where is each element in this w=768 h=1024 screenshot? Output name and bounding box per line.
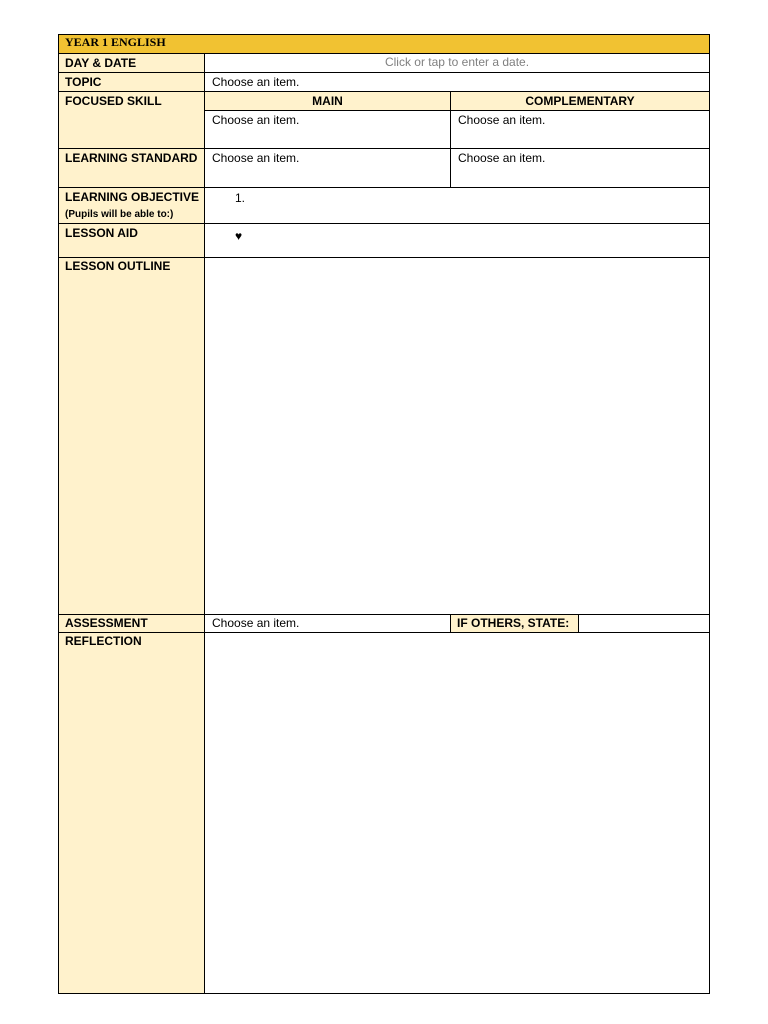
lesson-plan-table [58,34,710,994]
reflection-label: REFLECTION [59,633,205,994]
reflection-field[interactable] [205,633,710,994]
learning-objective-label-cell [59,188,205,224]
if-others-field[interactable] [579,615,710,633]
heart-bullet-icon: ♥ [235,229,243,243]
date-picker-field[interactable]: Click or tap to enter a date. [205,54,710,73]
learning-objective-field[interactable]: 1. [205,188,710,224]
learning-objective-sublabel: (Pupils will be able to:) [65,209,174,220]
lesson-outline-field[interactable] [205,258,710,615]
focused-skill-label: FOCUSED SKILL [59,92,205,149]
page-title: YEAR 1 ENGLISH [59,35,710,54]
if-others-label: IF OTHERS, STATE: [451,615,579,633]
learning-standard-main-dropdown[interactable]: Choose an item. [205,149,451,188]
topic-label: TOPIC [59,73,205,92]
learning-standard-label: LEARNING STANDARD [59,149,205,188]
topic-dropdown[interactable]: Choose an item. [205,73,710,92]
lesson-aid-label: LESSON AID [59,224,205,258]
focused-skill-main-dropdown[interactable]: Choose an item. [205,111,451,149]
day-date-label: DAY & DATE [59,54,205,73]
lesson-plan-sheet [58,34,709,995]
assessment-label: ASSESSMENT [59,615,205,633]
focused-skill-complementary-dropdown[interactable]: Choose an item. [451,111,710,149]
main-header: MAIN [205,92,451,111]
lesson-aid-field[interactable] [205,224,710,258]
lesson-outline-label: LESSON OUTLINE [59,258,205,615]
complementary-header: COMPLEMENTARY [451,92,710,111]
assessment-dropdown[interactable]: Choose an item. [205,615,451,633]
learning-standard-complementary-dropdown[interactable]: Choose an item. [451,149,710,188]
learning-objective-label: LEARNING OBJECTIVE [65,190,200,204]
